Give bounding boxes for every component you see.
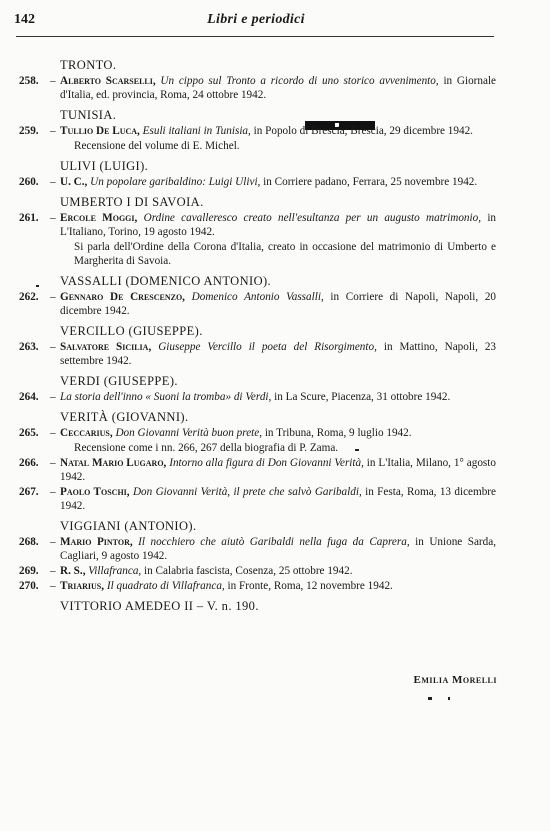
entry-dash: – [50,341,56,353]
entry-title: Don Giovanni Verità buon prete, [115,427,263,439]
entry-citation [60,124,496,138]
entry-number: 264. [19,391,39,403]
entry-source: in La Scure, Piacenza, 31 ottobre 1942. [274,391,451,403]
entry-author: Ercole Moggi, [60,212,138,224]
entry-author: Mario Pintor, [60,536,133,548]
entry-title: Domenico Antonio Vassalli, [191,291,324,303]
entry-number: 270. [19,580,39,592]
entry-citation [60,579,496,593]
entry-citation [60,456,496,484]
entry-dash: – [50,176,56,188]
entry-source: in Fronte, Roma, 12 novembre 1942. [227,580,393,592]
section-heading: ULIVI (LUIGI). [60,159,149,173]
entry-author: Gennaro De Crescenzo, [60,291,185,303]
section-heading: VITTORIO AMEDEO II – V. n. 190. [60,599,259,613]
entry-source: in Unione Sarda, Cagliari, 9 agosto 1942. [60,536,497,562]
entry-title: La storia dell'inno « Suoni la tromba» di Verdi, [60,391,272,403]
bibliography-entry [0,175,550,189]
entry-author: Triarius, [60,580,105,592]
section-heading: UMBERTO I DI SAVOIA. [60,195,204,209]
entry-author: Paolo Toschi, [60,486,130,498]
section-heading: VERDI (GIUSEPPE). [60,374,178,388]
entry-citation [60,211,496,239]
section-heading: VERCILLO (GIUSEPPE). [60,324,203,338]
entry-source: in Popolo di Brescia, Brescia, 29 dicembre 1942. [253,125,473,137]
bibliography-entry [0,290,550,318]
entry-number: 268. [19,536,39,548]
entry-author: Ceccarius, [60,427,113,439]
entry-number: 263. [19,341,39,353]
bibliography-entry [0,579,550,593]
bibliography-list [0,58,550,615]
entry-number: 260. [19,176,39,188]
entry-dash: – [50,580,56,592]
bibliography-entry [0,456,550,484]
entry-dash: – [50,457,56,469]
entry-author: Natal Mario Lugaro, [60,457,167,469]
entry-source: in Mattino, Napoli, 23 settembre 1942. [60,341,497,367]
author-signature: Emilia Morelli [413,674,497,686]
page-header [14,12,498,34]
ink-speck [428,697,432,700]
entry-source: in Corriere di Napoli, Napoli, 20 dicembre 1942. [60,291,497,317]
entry-citation [60,74,496,102]
entry-author: Tullio De Luca, [60,125,140,137]
bibliography-entry [0,124,550,138]
entry-note: Recensione come i nn. 266, 267 della biografia di P. Zama. [74,442,339,454]
entry-title: Villafranca, [88,565,142,577]
entry-dash: – [50,291,56,303]
bibliography-entry [0,340,550,368]
entry-dash: – [50,391,56,403]
entry-title: Il quadrato di Villafranca, [106,580,225,592]
section-heading: VIGGIANI (ANTONIO). [60,519,197,533]
ink-speck [36,285,39,287]
ink-speck [448,697,450,700]
section-heading: VASSALLI (DOMENICO ANTONIO). [60,274,272,288]
entry-source: in Calabria fascista, Cosenza, 25 ottobre 1942. [144,565,353,577]
entry-source: in L'Italiano, Torino, 19 agosto 1942. [60,212,497,238]
header-rule [16,36,494,37]
section-heading: VERITÀ (GIOVANNI). [60,410,189,424]
entry-citation [60,340,496,368]
entry-number: 266. [19,457,39,469]
entry-source: in L'Italia, Milano, 1° agosto 1942. [60,457,496,483]
section-heading: TUNISIA. [60,108,117,122]
entry-author: R. S., [60,565,86,577]
bibliography-entry [0,390,550,404]
entry-dash: – [50,427,56,439]
entry-title: Esuli italiani in Tunisia, [142,125,251,137]
entry-dash: – [50,125,56,137]
entry-title: Ordine cavalleresco creato nell'esultanza per un augusto matrimonio, [143,212,482,224]
entry-number: 269. [19,565,39,577]
bibliography-entry [0,564,550,578]
bibliography-entry [0,74,550,102]
entry-dash: – [50,536,56,548]
entry-dash: – [50,486,56,498]
entry-source: in Festa, Roma, 13 dicembre 1942. [60,486,496,512]
entry-citation [60,485,496,513]
entry-note: Si parla dell'Ordine della Corona d'Italia, creato in occasione del matrimonio di Umberto e Margherita di Savoia. [74,241,496,267]
entry-citation [60,426,496,440]
page-number: 142 [14,12,35,27]
bibliography-entry [0,535,550,563]
entry-source: in Corriere padano, Ferrara, 25 novembre 1942. [263,176,478,188]
entry-author: Salvatore Sicilia, [60,341,152,353]
entry-citation [60,564,496,578]
entry-citation [60,390,496,404]
entry-dash: – [50,75,56,87]
entry-number: 267. [19,486,39,498]
bibliography-entry [0,485,550,513]
entry-dash: – [50,565,56,577]
entry-title: Il nocchiero che aiutò Garibaldi nella fuga da Caprera, [138,536,410,548]
ink-speck [355,449,359,451]
entry-title: Giuseppe Vercillo il poeta del Risorgimento, [158,341,377,353]
entry-number: 262. [19,291,39,303]
running-title: Libri e periodici [207,12,305,27]
entry-title: Don Giovanni Verità, il prete che salvò Garibaldi, [132,486,362,498]
section-heading: TRONTO. [60,58,117,72]
bibliography-entry [0,426,550,440]
entry-source: in Giornale d'Italia, ed. provincia, Roma, 24 ottobre 1942. [60,75,497,101]
entry-author: Alberto Scarselli, [60,75,156,87]
entry-title: Un popolare garibaldino: Luigi Ulivi, [90,176,261,188]
entry-number: 261. [19,212,39,224]
entry-citation [60,175,496,189]
entry-author: U. C., [60,176,88,188]
entry-number: 259. [19,125,39,137]
entry-title: Un cippo sul Tronto a ricordo di uno storico avvenimento, [160,75,439,87]
entry-note: Recensione del volume di E. Michel. [74,140,240,152]
entry-title: Intorno alla figura di Don Giovanni Verità, [169,457,364,469]
bibliography-entry [0,211,550,239]
entry-source: in Tribuna, Roma, 9 luglio 1942. [264,427,412,439]
entry-dash: – [50,212,56,224]
entry-number: 265. [19,427,39,439]
entry-number: 258. [19,75,39,87]
entry-citation [60,535,496,563]
entry-citation [60,290,496,318]
